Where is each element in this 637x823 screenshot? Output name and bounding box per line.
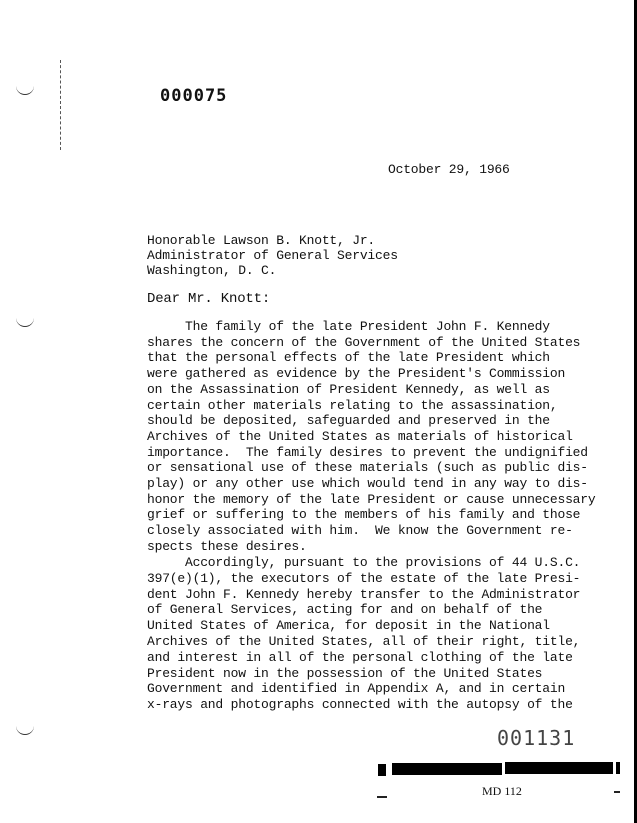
letter-date: October 29, 1966 bbox=[388, 162, 510, 177]
punch-hole-mark bbox=[16, 84, 34, 95]
document-number-top: 000075 bbox=[160, 86, 228, 106]
document-number-bottom: 001131 bbox=[497, 726, 576, 750]
redaction-bar bbox=[616, 762, 620, 774]
text-line: honor the memory of the late President or cause unnecessary bbox=[147, 491, 596, 507]
text-line: that the personal effects of the late President which bbox=[147, 350, 550, 366]
text-line: play) or any other use which would tend in any way to dis- bbox=[147, 476, 588, 491]
punch-hole-mark bbox=[16, 724, 34, 735]
footer-label: MD 112 bbox=[482, 784, 522, 798]
redaction-bar bbox=[378, 764, 386, 776]
text-line: importance. The family desires to prevent the undignified bbox=[147, 444, 588, 460]
text-line: United States of America, for deposit in the National bbox=[147, 618, 550, 634]
text-line: should be deposited, safeguarded and preserved in the bbox=[147, 413, 550, 429]
dash-mark bbox=[614, 791, 620, 793]
text-line: dent John F. Kennedy hereby transfer to the Administrator bbox=[147, 586, 581, 602]
text-line: 397(e)(1), the executors of the estate of the late Presi- bbox=[147, 570, 581, 586]
text-line: Archives of the United States, all of their right, title, bbox=[147, 634, 581, 649]
text-line: of General Services, acting for and on behalf of the bbox=[147, 602, 543, 618]
text-line: grief or suffering to the members of his family and those bbox=[147, 507, 581, 523]
text-line: or sensational use of these materials (such as public dis- bbox=[147, 460, 588, 476]
redaction-bar bbox=[505, 762, 613, 774]
text-line: x-rays and photographs connected with the autopsy of the bbox=[147, 697, 573, 713]
text-line: Government and identified in Appendix A, and in certain bbox=[147, 681, 566, 697]
text-line: on the Assassination of President Kennedy, as well as bbox=[147, 381, 550, 397]
text-line: President now in the possession of the United States bbox=[147, 665, 543, 681]
text-line: and interest in all of the personal clothing of the late bbox=[147, 649, 573, 665]
text-line: were gathered as evidence by the President's Commission bbox=[147, 366, 566, 382]
punch-hole-mark bbox=[16, 316, 34, 327]
salutation: Dear Mr. Knott: bbox=[147, 291, 271, 307]
dash-mark bbox=[377, 796, 387, 798]
text-line: shares the concern of the Government of the United States bbox=[147, 334, 581, 350]
addressee-line: Honorable Lawson B. Knott, Jr. bbox=[147, 233, 376, 248]
text-line: Accordingly, pursuant to the provisions of 44 U.S.C. bbox=[147, 555, 581, 570]
text-line: certain other materials relating to the assassination, bbox=[147, 397, 558, 413]
addressee-line: Administrator of General Services bbox=[147, 248, 398, 263]
redaction-bar bbox=[392, 763, 502, 775]
text-line: spects these desires. bbox=[147, 538, 307, 554]
text-line: closely associated with him. We know the Government re- bbox=[147, 523, 573, 539]
text-line: Archives of the United States as materials of historical bbox=[147, 428, 573, 444]
addressee-line: Washington, D. C. bbox=[147, 263, 277, 278]
text-line: The family of the late President John F. Kennedy bbox=[147, 319, 550, 334]
margin-mark bbox=[60, 60, 62, 150]
